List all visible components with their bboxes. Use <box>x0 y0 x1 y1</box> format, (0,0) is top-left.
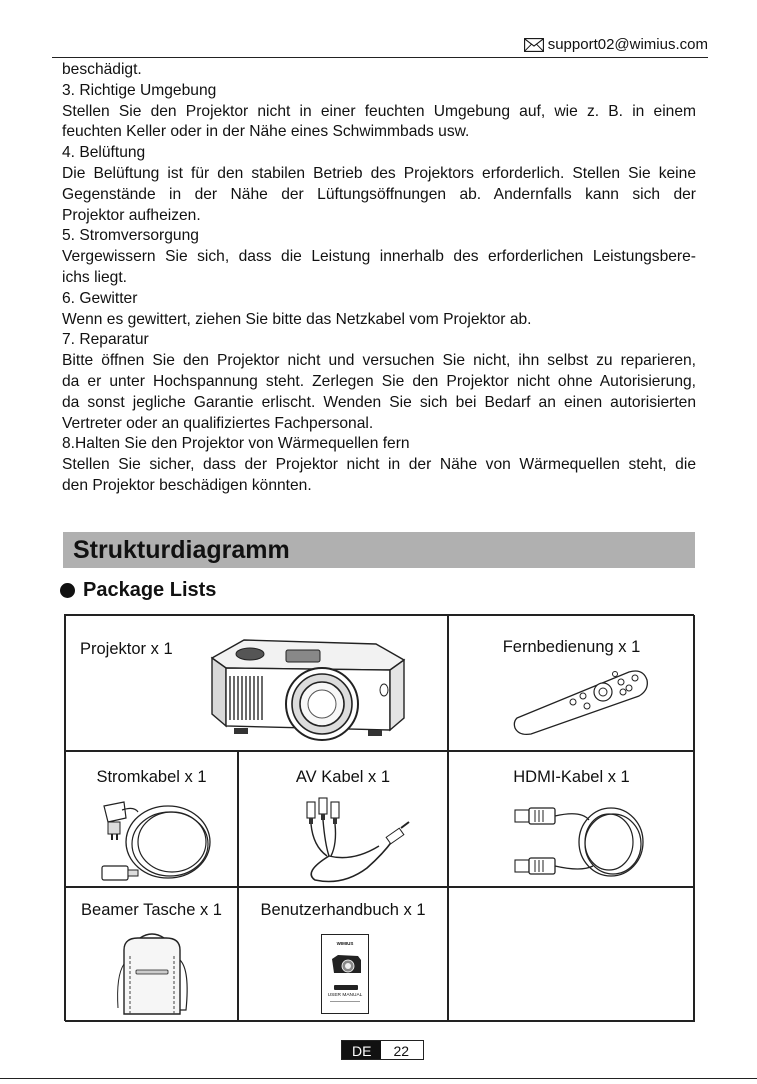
body-heading: 8.Halten Sie den Projektor von Wärmequellen fern <box>62 435 410 453</box>
hdmi-cable-icon <box>511 798 651 884</box>
package-cell-av-cable <box>238 751 448 887</box>
bottom-rule <box>0 1078 757 1079</box>
manual-projector-icon <box>330 953 362 977</box>
body-heading: 5. Stromversorgung <box>62 227 199 245</box>
section-bar <box>63 532 695 568</box>
package-cell-empty <box>448 887 695 1022</box>
section-title: Strukturdiagramm <box>73 536 290 564</box>
body-line: den Projektor beschädigen könnten. <box>62 476 312 494</box>
page-number: 22 <box>381 1041 423 1059</box>
body-line: Gegenstände in der Nähe der Lüftungsöffnungen ab. Andernfalls kann sich der <box>62 185 696 203</box>
manual-title: USER MANUAL <box>327 993 363 998</box>
body-line: da sonst jegliche Garantie erlischt. Wenden Sie sich bei Bedarf an einen autorisierten <box>62 393 696 411</box>
body-line: da er unter Hochspannung steht. Zerlegen Sie den Projektor nicht ohne Autorisierung, <box>62 372 696 390</box>
package-item-label: Fernbedienung x 1 <box>502 638 641 656</box>
package-item-label: Stromkabel x 1 <box>96 768 207 786</box>
package-cell-power-cable <box>65 751 238 887</box>
body-line: Vertreter oder an qualifiziertes Fachpersonal. <box>62 414 374 432</box>
package-cell-projector <box>65 615 448 751</box>
body-line: Stellen Sie den Projektor nicht in einer feuchten Umgebung auf, wie z. B. in einem <box>62 102 696 120</box>
package-item-label: Beamer Tasche x 1 <box>81 901 222 919</box>
package-item-label: Projektor x 1 <box>80 640 173 658</box>
package-cell-hdmi-cable <box>448 751 695 887</box>
package-cell-remote <box>448 615 695 751</box>
body-line: feuchten Keller oder in der Nähe eines Schwimmbads usw. <box>62 123 470 141</box>
language-label: DE <box>342 1041 381 1059</box>
projector-icon <box>204 630 414 748</box>
remote-control-icon <box>511 664 651 736</box>
bullet-icon <box>60 583 75 598</box>
user-manual-icon <box>321 934 369 1014</box>
manual-brand: WIMIUS <box>336 941 354 946</box>
mail-icon <box>524 38 544 52</box>
package-heading <box>60 579 216 602</box>
manual-model-badge <box>334 985 358 990</box>
body-line: Bitte öffnen Sie den Projektor nicht und versuchen Sie nicht, ihn selbst zu reparieren, <box>62 352 696 370</box>
body-line: ichs liegt. <box>62 268 128 286</box>
body-heading: 7. Reparatur <box>62 331 149 349</box>
body-line: Stellen Sie sicher, dass der Projektor nicht in der Nähe von Wärmequellen steht, die <box>62 456 696 474</box>
package-item-label: Benutzerhandbuch x 1 <box>260 901 426 919</box>
body-line: Vergewissern Sie sich, dass die Leistung innerhalb des erforderlichen Leistungsbere- <box>62 248 696 266</box>
support-email[interactable] <box>524 36 708 53</box>
page-header <box>52 30 708 58</box>
package-item-label: HDMI-Kabel x 1 <box>513 768 630 786</box>
body-line: beschädigt. <box>62 61 142 78</box>
package-grid <box>64 614 694 1021</box>
body-heading: 4. Belüftung <box>62 144 146 162</box>
support-email-text: support02@wimius.com <box>547 36 708 53</box>
package-cell-manual <box>238 887 448 1022</box>
backpack-icon <box>110 930 194 1020</box>
package-item-label: AV Kabel x 1 <box>295 768 391 786</box>
manual-divider <box>330 1001 360 1002</box>
body-heading: 3. Richtige Umgebung <box>62 81 217 99</box>
power-cable-icon <box>98 798 218 884</box>
body-line: Wenn es gewittert, ziehen Sie bitte das Netzkabel vom Projektor ab. <box>62 310 532 328</box>
body-line: Die Belüftung ist für den stabilen Betrieb des Projektors erforderlich. Stellen Sie keine <box>62 164 696 182</box>
page-footer-badge <box>341 1040 424 1060</box>
package-heading-text: Package Lists <box>83 579 217 601</box>
package-cell-bag <box>65 887 238 1022</box>
safety-instructions <box>62 60 696 497</box>
body-heading: 6. Gewitter <box>62 289 138 307</box>
body-line: Projektor aufheizen. <box>62 206 201 224</box>
av-cable-icon <box>283 796 413 886</box>
